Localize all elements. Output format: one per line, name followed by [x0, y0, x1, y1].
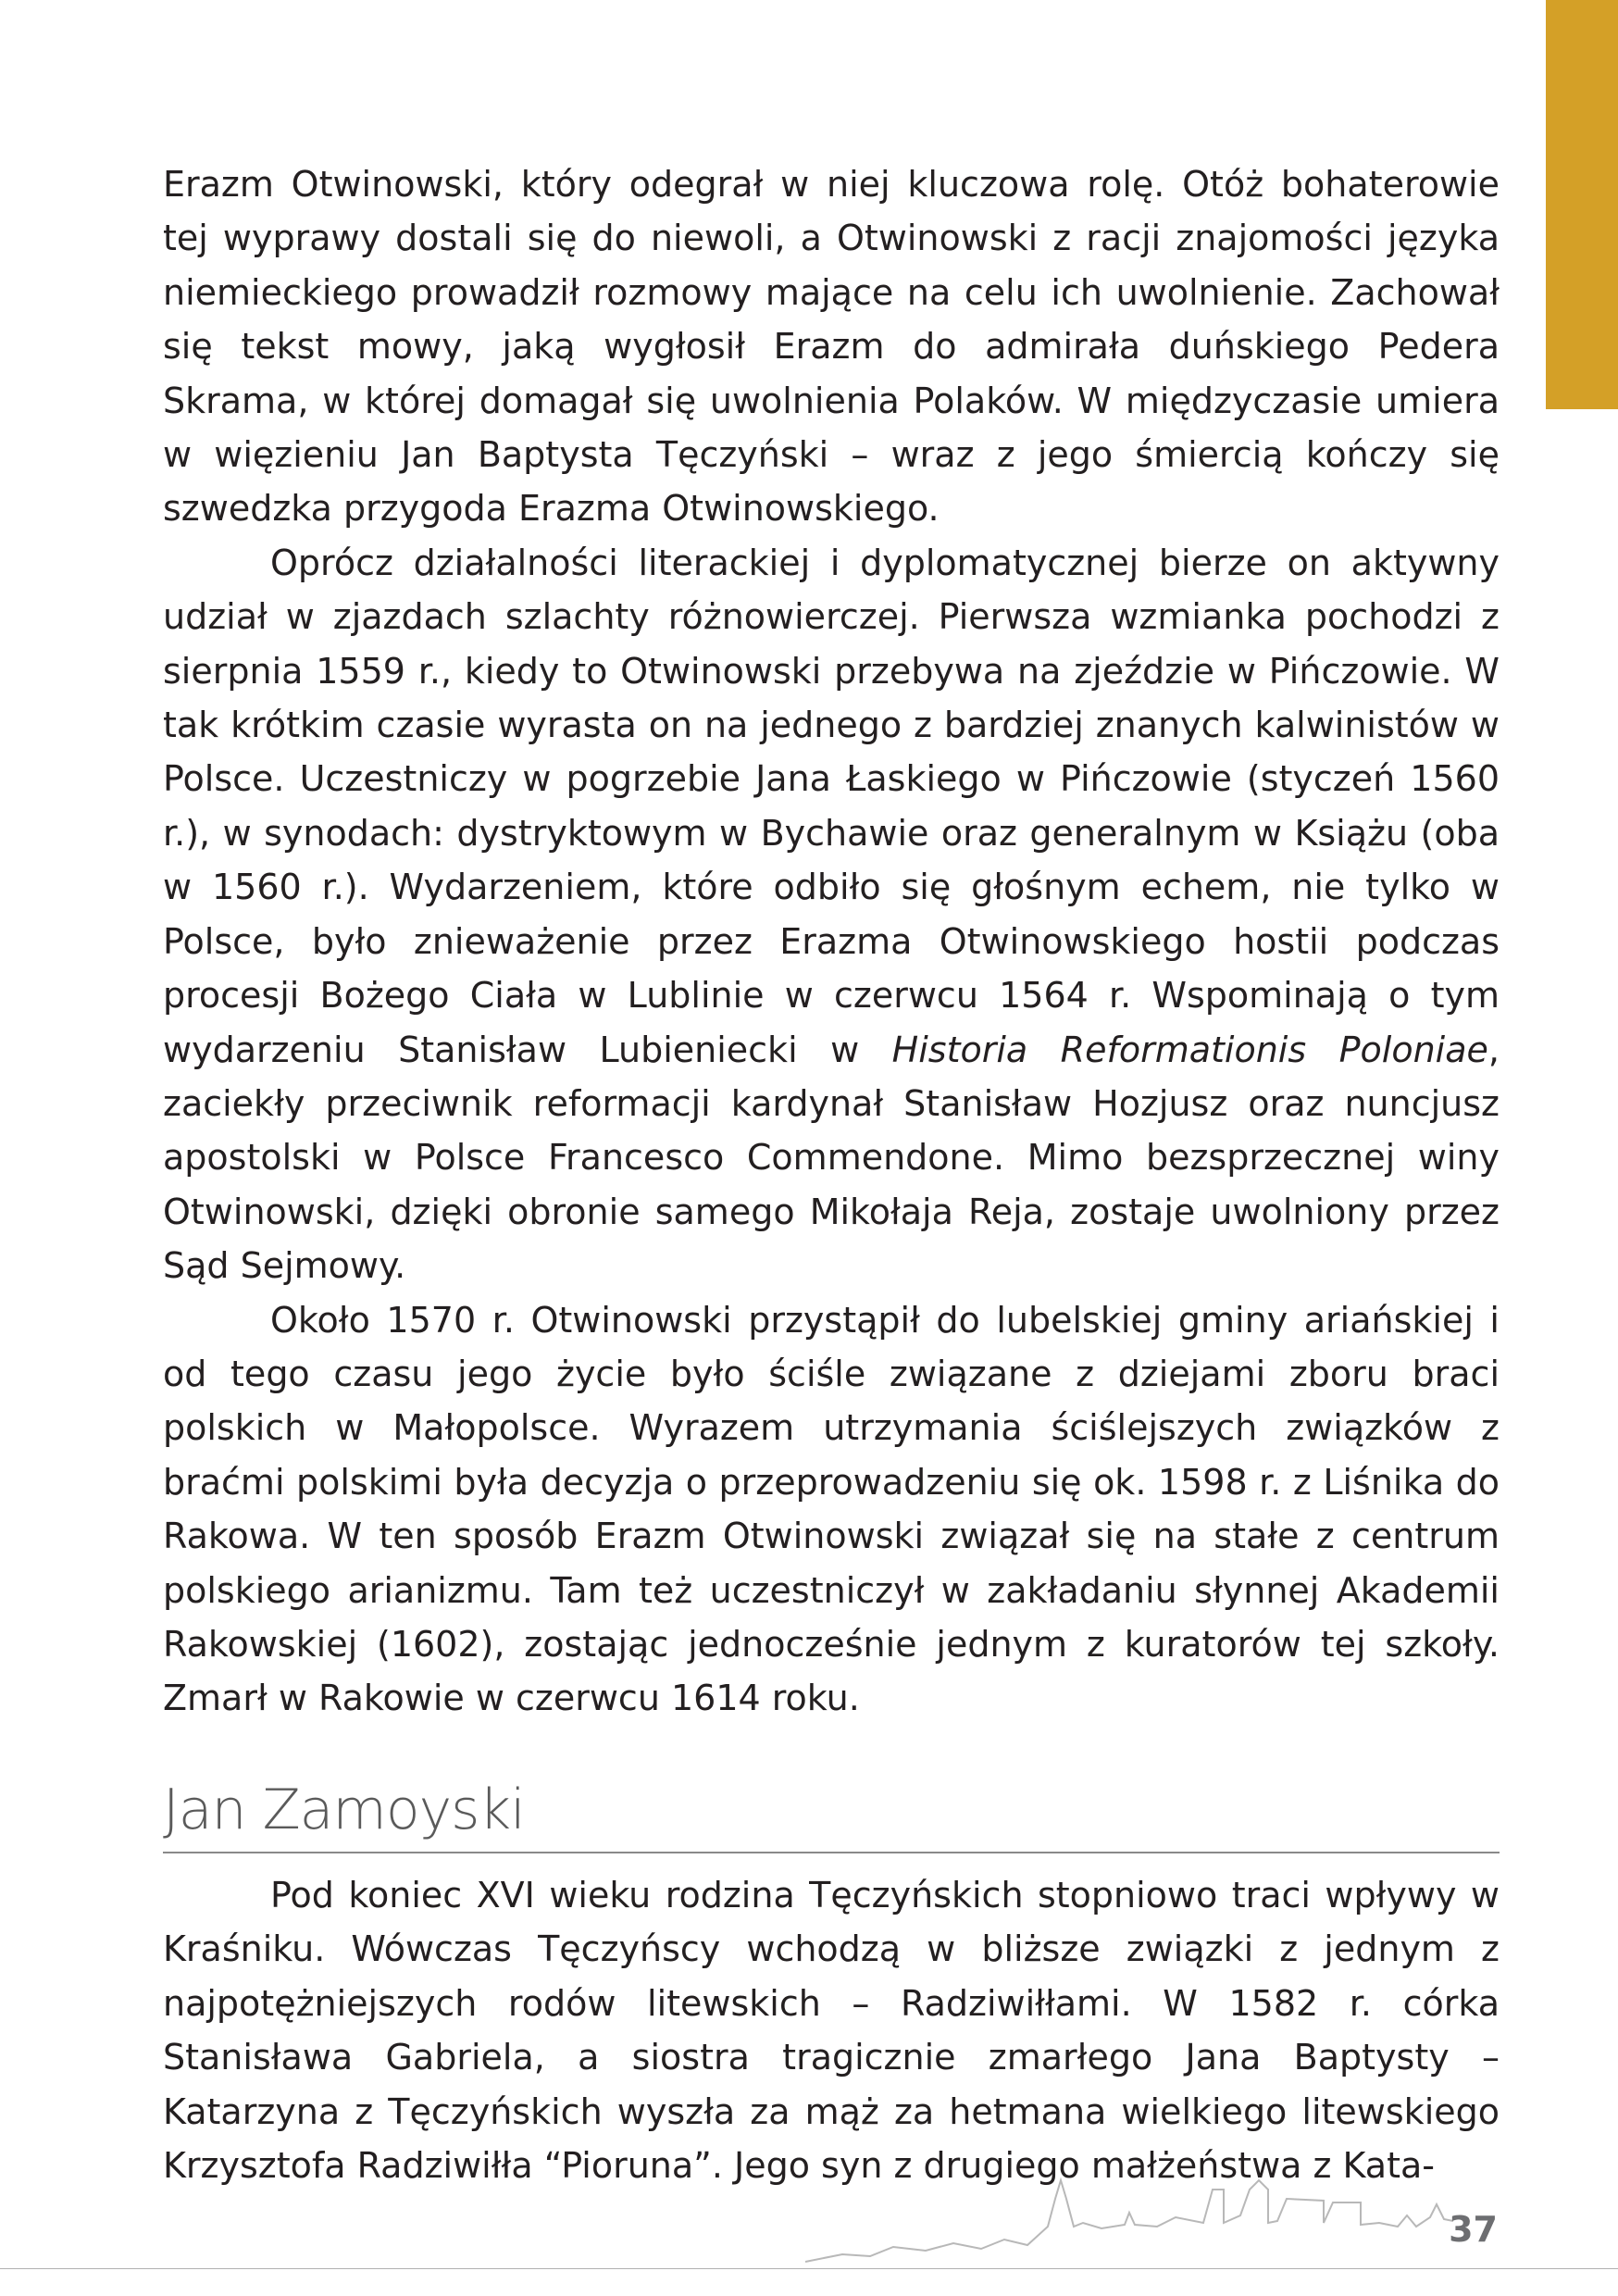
heading-underline: [163, 1852, 1500, 1853]
chapter-side-tab: [1546, 0, 1618, 409]
bottom-divider: [0, 2268, 1618, 2269]
paragraph-otwinowski-activity: [163, 536, 1500, 1293]
paragraph-text: Oprócz działalności literackiej i dyplomatycznej bierze on aktywny udział w zjazdach szlachty różnowierczej. Pierwsza wzmianka pochodzi z sierpnia 1559 r., kiedy to Otwinowski przebywa na zjeździe w Pińczowie. W tak krótkim czasie wyrasta on na jednego z bardziej znanych kalwinistów w Polsce. Uczestniczy w pogrzebie Jana Łaskiego w Pińczowie (styczeń 1560 r.), w synodach: dystryktowym w Bychawie oraz generalnym w Książu (oba w 1560 r.). Wydarzeniem, które odbiło się głośnym echem, nie tylko w Polsce, było znieważenie przez Erazma Otwinowskiego hostii podczas procesji Bożego Ciała w Lublinie w czerwcu 1564 r. Wspominają o tym wydarzeniu Stanisław Lubieniecki w: [163, 542, 1500, 1070]
paragraph-otwinowski-rakow: Około 1570 r. Otwinowski przystąpił do lubelskiej gminy ariańskiej i od tego czasu jego życie było ściśle związane z dziejami zboru braci polskich w Małopolsce. Wyrazem utrzymania ściślejszych związków z braćmi polskimi była decyzja o przeprowadzeniu się ok. 1598 r. z Liśnika do Rakowa. W ten sposób Erazm Otwinowski związał się na stałe z centrum polskiego arianizmu. Tam też uczestniczył w zakładaniu słynnej Akademii Rakowskiej (1602), zostając jednocześnie jednym z kuratorów tej szkoły. Zmarł w Rakowie w czerwcu 1614 roku.: [163, 1299, 1500, 1719]
city-skyline-icon: [805, 2162, 1453, 2264]
paragraph-otwinowski-captivity: Erazm Otwinowski, który odegrał w niej kluczowa rolę. Otóż bohaterowie tej wyprawy dostali się do niewoli, a Otwinowski z racji znajomości języka niemieckiego prowadził rozmowy mające na celu ich uwolnienie. Zachował się tekst mowy, jaką wygłosił Erazm do admirała duńskiego Pedera Skrama, w której domagał się uwolnienia Polaków. W międzyczasie umiera w więzieniu Jan Baptysta Tęczyński – wraz z jego śmiercią kończy się szwedzka przygoda Erazma Otwinowskiego.: [163, 164, 1500, 530]
book-title-italic: Historia Reformationis Poloniae: [891, 1029, 1488, 1070]
paragraph-text: , zaciekły przeciwnik reformacji kardynał Stanisław Hozjusz oraz nuncjusz apostolski w Polsce Francesco Commendone. Mimo bezsprzecznej winy Otwinowski, dzięki obronie samego Mikołaja Reja, zostaje uwolniony przez Sąd Sejmowy.: [163, 1029, 1500, 1287]
section-heading: Jan Zamoyski: [163, 1778, 525, 1842]
paragraph-teczynscy-radziwill: Pod koniec XVI wieku rodzina Tęczyńskich stopniowo traci wpływy w Kraśniku. Wówczas Tęczyńscy wchodzą w bliższe związki z jednym z najpotężniejszych rodów litewskich – Radziwiłłami. W 1582 r. córka Stanisława Gabriela, a siostra tragicznie zmarłego Jana Baptysty – Katarzyna z Tęczyńskich wyszła za mąż za hetmana wielkiego litewskiego Krzysztofa Radziwiłła “Pioruna”. Jego syn z drugiego małżeństwa z Kata-: [163, 1875, 1500, 2187]
body-text-continued: [163, 157, 1500, 1726]
page-number: 37: [1449, 2209, 1498, 2250]
body-text-zamoyski: [163, 1868, 1500, 2192]
